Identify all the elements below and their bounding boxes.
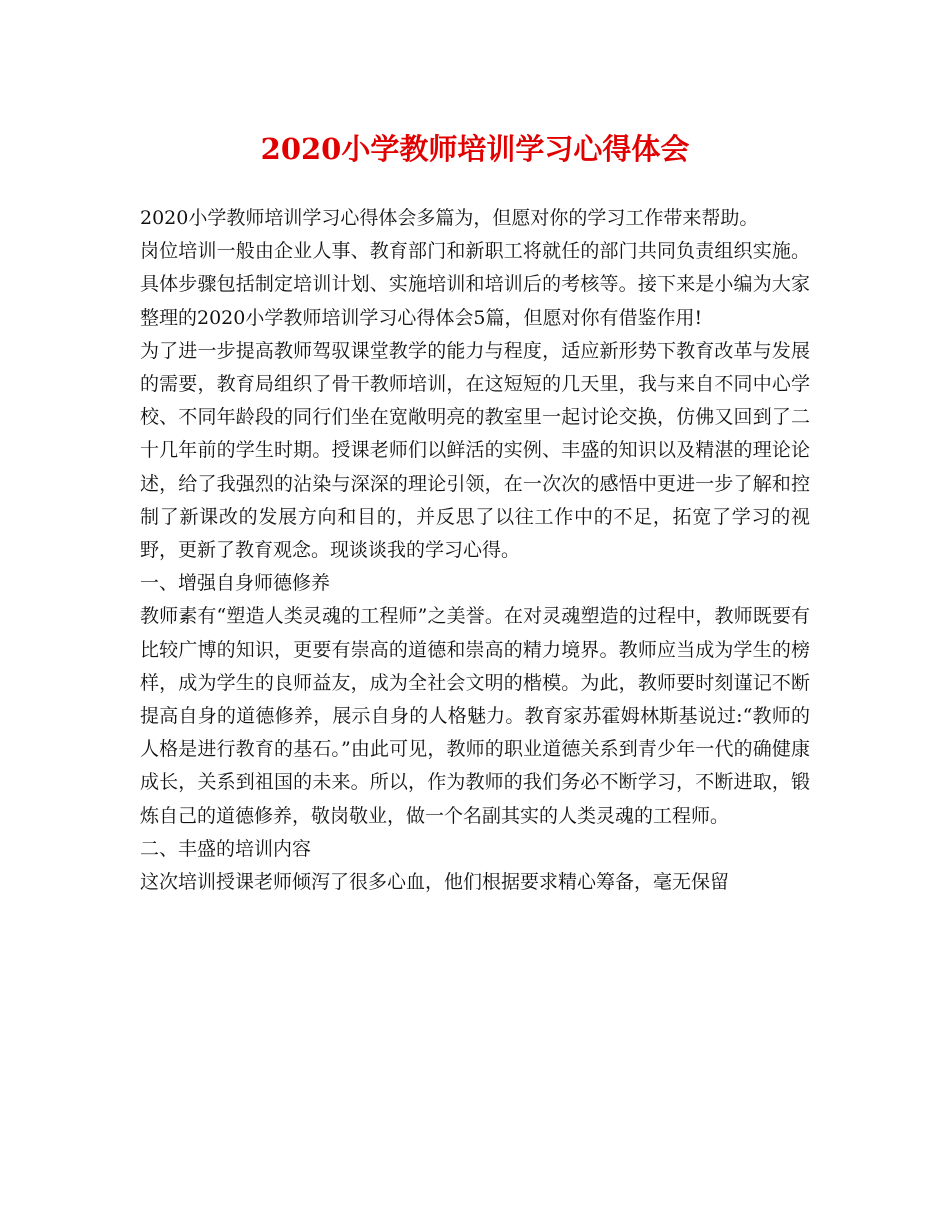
paragraph-training-overview: 为了进一步提高教师驾驭课堂教学的能力与程度，适应新形势下教育改革与发展的需要，教育局组织了骨干教师培训，在这短短的几天里，我与来自不同中心学校、不同年龄段的同行们坐在宽敞明亮的教室里一起讨论交换，仿佛又回到了二十几年前的学生时期。授课老师们以鲜活的实例、丰盛的知识以及精湛的理论论述，给了我强烈的沾染与深深的理论引领，在一次次的感悟中更进一步了解和控制了新课改的发展方向和目的，并反思了以往工作中的不足，拓宽了学习的视野，更新了教育观念。现谈谈我的学习心得。 [140, 339, 810, 562]
paragraph-ethics: 教师素有“塑造人类灵魂的工程师”之美誉。在对灵魂塑造的过程中，教师既要有比较广博的知识，更要有崇高的道德和崇高的精力境界。教师应当成为学生的榜样，成为学生的良师益友，成为全社会文明的楷模。为此，教师要时刻谨记不断提高自身的道德修养，展示自身的人格魅力。教育家苏霍姆林斯基说过:“教师的人格是进行教育的基石。”由此可见，教师的职业道德关系到青少年一代的确健康成长，关系到祖国的未来。所以，作为教师的我们务必不断学习，不断进取，锻炼自己的道德修养，敬岗敬业，做一个名副其实的人类灵魂的工程师。 [140, 605, 810, 827]
section-heading-ethics: 一、增强自身师德修养 [140, 572, 331, 595]
paragraph-background: 岗位培训一般由企业人事、教育部门和新职工将就任的部门共同负责组织实施。具体步骤包括制定培训计划、实施培训和培训后的考核等。接下来是小编为大家整理的2020小学教师培训学习心得体会5篇，但愿对你有借鉴作用! [140, 240, 810, 329]
section-heading-content: 二、丰盛的培训内容 [140, 837, 312, 860]
document-title: 2020小学教师培训学习心得体会 [260, 132, 690, 166]
paragraph-intro: 2020小学教师培训学习心得体会多篇为，但愿对你的学习工作带来帮助。 [140, 207, 759, 229]
paragraph-content: 这次培训授课老师倾泻了很多心血，他们根据要求精心筹备，毫无保留 [140, 871, 730, 894]
document-body [140, 202, 810, 899]
